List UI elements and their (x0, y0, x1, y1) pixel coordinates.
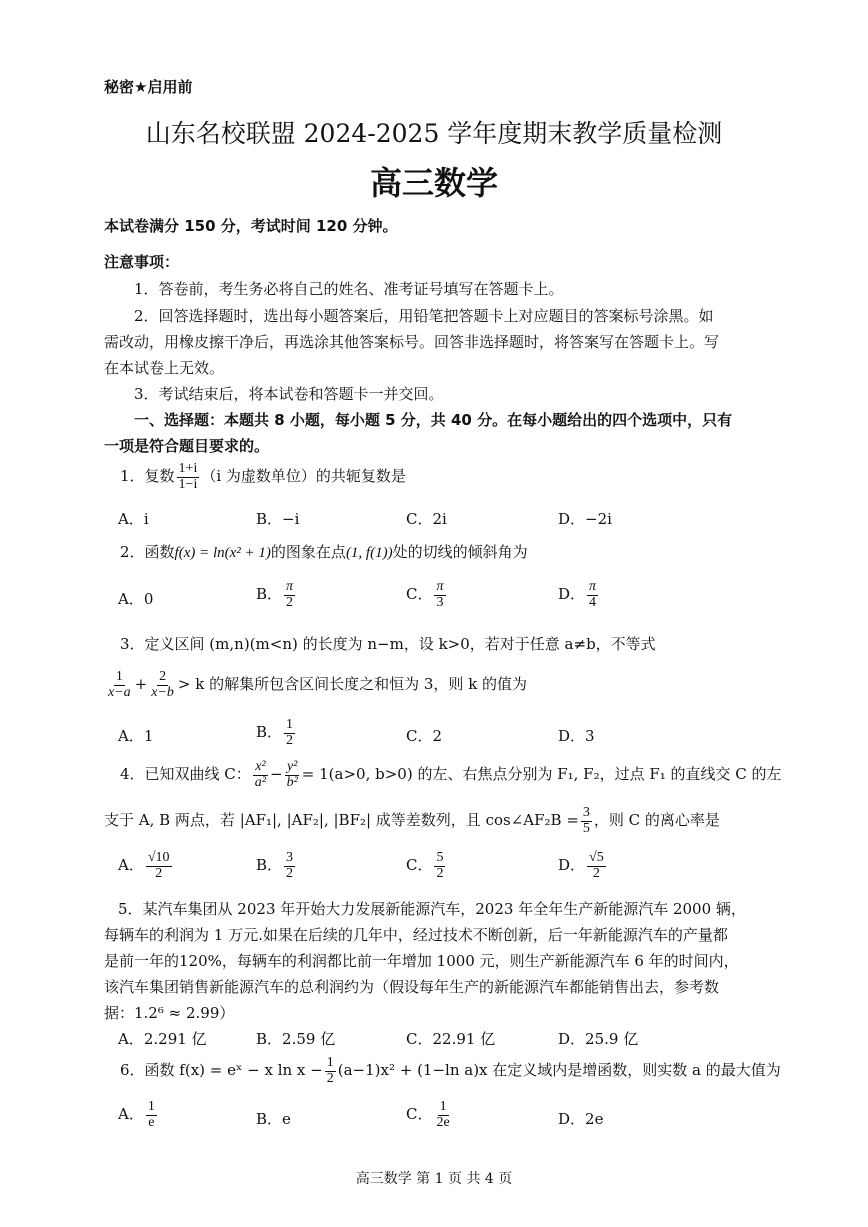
notice-item: 在本试卷上无效。 (104, 359, 225, 377)
option-c: C．22.91 亿 (406, 1030, 496, 1048)
option-a: A．1 (118, 727, 154, 745)
notice-item: 需改动，用橡皮擦干净后，再选涂其他答案标号。回答非选择题时，将答案写在答题卡上。写 (104, 333, 720, 351)
subject-title: 高三数学 (369, 164, 498, 202)
question-3: 3．定义区间 (m,n)(m<n) 的长度为 n−m，设 k>0，若对于任意 a≠b，不等式 (120, 635, 656, 653)
option-d: D．2e (558, 1110, 604, 1128)
question-4-cont: 支于 A, B 两点，若 |AF₁|, |AF₂|, |BF₂| 成等差数列，且 cos∠AF₂B = $\frac{3}{5}$ ，则 C 的离心率是 (104, 805, 720, 836)
question-1: 1．复数 $\frac{1+i}{1-i}$ （i 为虚数单位）的共轭复数是 (120, 461, 406, 492)
section-heading: 一、选择题：本题共 8 小题，每小题 5 分，共 40 分。在每小题给出的四个选项中，只有 (134, 411, 733, 429)
notice-item: 2．回答选择题时，选出每小题答案后，用铅笔把答题卡上对应题目的答案标号涂黑。如 (134, 307, 714, 325)
option-b: B． $\frac{1}{2}$ (256, 717, 294, 748)
page-footer: 高三数学 第 1 页 共 4 页 (355, 1171, 513, 1187)
option-a: A．i (118, 510, 149, 528)
fraction: $\frac{1+i}{1-i}$ (178, 461, 198, 492)
exam-info: 本试卷满分 150 分，考试时间 120 分钟。 (104, 217, 398, 235)
option-c: C．2i (406, 510, 447, 528)
exam-title: 山东名校联盟 2024-2025 学年度期末教学质量检测 (145, 119, 723, 148)
section-heading-cont: 一项是符合题目要求的。 (104, 437, 270, 455)
notice-heading: 注意事项： (104, 253, 180, 271)
notice-item: 3．考试结束后，将本试卷和答题卡一并交回。 (134, 385, 444, 403)
option-b: B．e (256, 1110, 291, 1128)
option-d: D．3 (558, 727, 595, 745)
option-a: A．2.291 亿 (118, 1030, 207, 1048)
option-a: A． $\frac{√10}{2}$ (118, 850, 170, 881)
option-a: A．0 (118, 590, 154, 608)
question-5-cont: 据：1.2⁶ ≈ 2.99） (104, 1004, 235, 1022)
question-4: 4．已知双曲线 C： $\frac{\text{x²}}{\text{a²}}$ − $\frac{\text{y²}}{\text{b²}}$ = 1(a>0, b>0) 的左、右焦点分别为 F₁, F₂，过点 F₁ 的直线交 C 的左 (120, 759, 782, 790)
question-5-cont: 是前一年的120%，每辆车的利润都比前一年增加 1000 元，则生产新能源汽车 6 年的时间内， (104, 952, 739, 970)
option-c: C．2 (406, 727, 443, 745)
option-b: B． $\frac{\pi}{2}$ (256, 579, 294, 610)
question-6: 6．函数 f(x) = eˣ − x ln x − $\frac{1}{2}$ (a−1)x² + (1−ln a)x 在定义域内是增函数，则实数 a 的最大值为 (120, 1055, 781, 1086)
option-d: D．25.9 亿 (558, 1030, 639, 1048)
confidential-mark: 秘密★启用前 (104, 78, 193, 96)
question-5-cont: 每辆车的利润为 1 万元.如果在后续的几年中，经过技术不断创新，后一年新能源汽车的产量都 (104, 926, 728, 944)
option-b: B．2.59 亿 (256, 1030, 336, 1048)
option-b: B．−i (256, 510, 300, 528)
question-3-cont: $\frac{1}{x-a}$ + $\frac{2}{x-b}$ > k 的解集所包含区间长度之和恒为 3，则 k 的值为 (108, 669, 528, 700)
notice-item: 1．答卷前，考生务必将自己的姓名、准考证号填写在答题卡上。 (134, 280, 564, 298)
option-d: D．−2i (558, 510, 612, 528)
question-5-cont: 该汽车集团销售新能源汽车的总利润约为（假设每年生产的新能源汽车都能销售出去，参考数 (104, 978, 720, 996)
option-c: C． $\frac{5}{2}$ (406, 850, 444, 881)
question-5: 5．某汽车集团从 2023 年开始大力发展新能源汽车，2023 年全年生产新能源汽车 2000 辆， (118, 900, 746, 918)
option-d: D． $\frac{√5}{2}$ (558, 850, 604, 881)
option-d: D． $\frac{\pi}{4}$ (558, 579, 597, 610)
option-c: C． $\frac{1}{2e}$ (406, 1099, 450, 1130)
option-c: C． $\frac{\pi}{3}$ (406, 579, 444, 610)
option-b: B． $\frac{3}{2}$ (256, 850, 294, 881)
option-a: A． $\frac{1}{e}$ (118, 1099, 155, 1130)
question-2: 2．函数f(x) = ln(x² + 1)的图象在点(1, f(1))处的切线的倾斜角为 (120, 543, 528, 561)
